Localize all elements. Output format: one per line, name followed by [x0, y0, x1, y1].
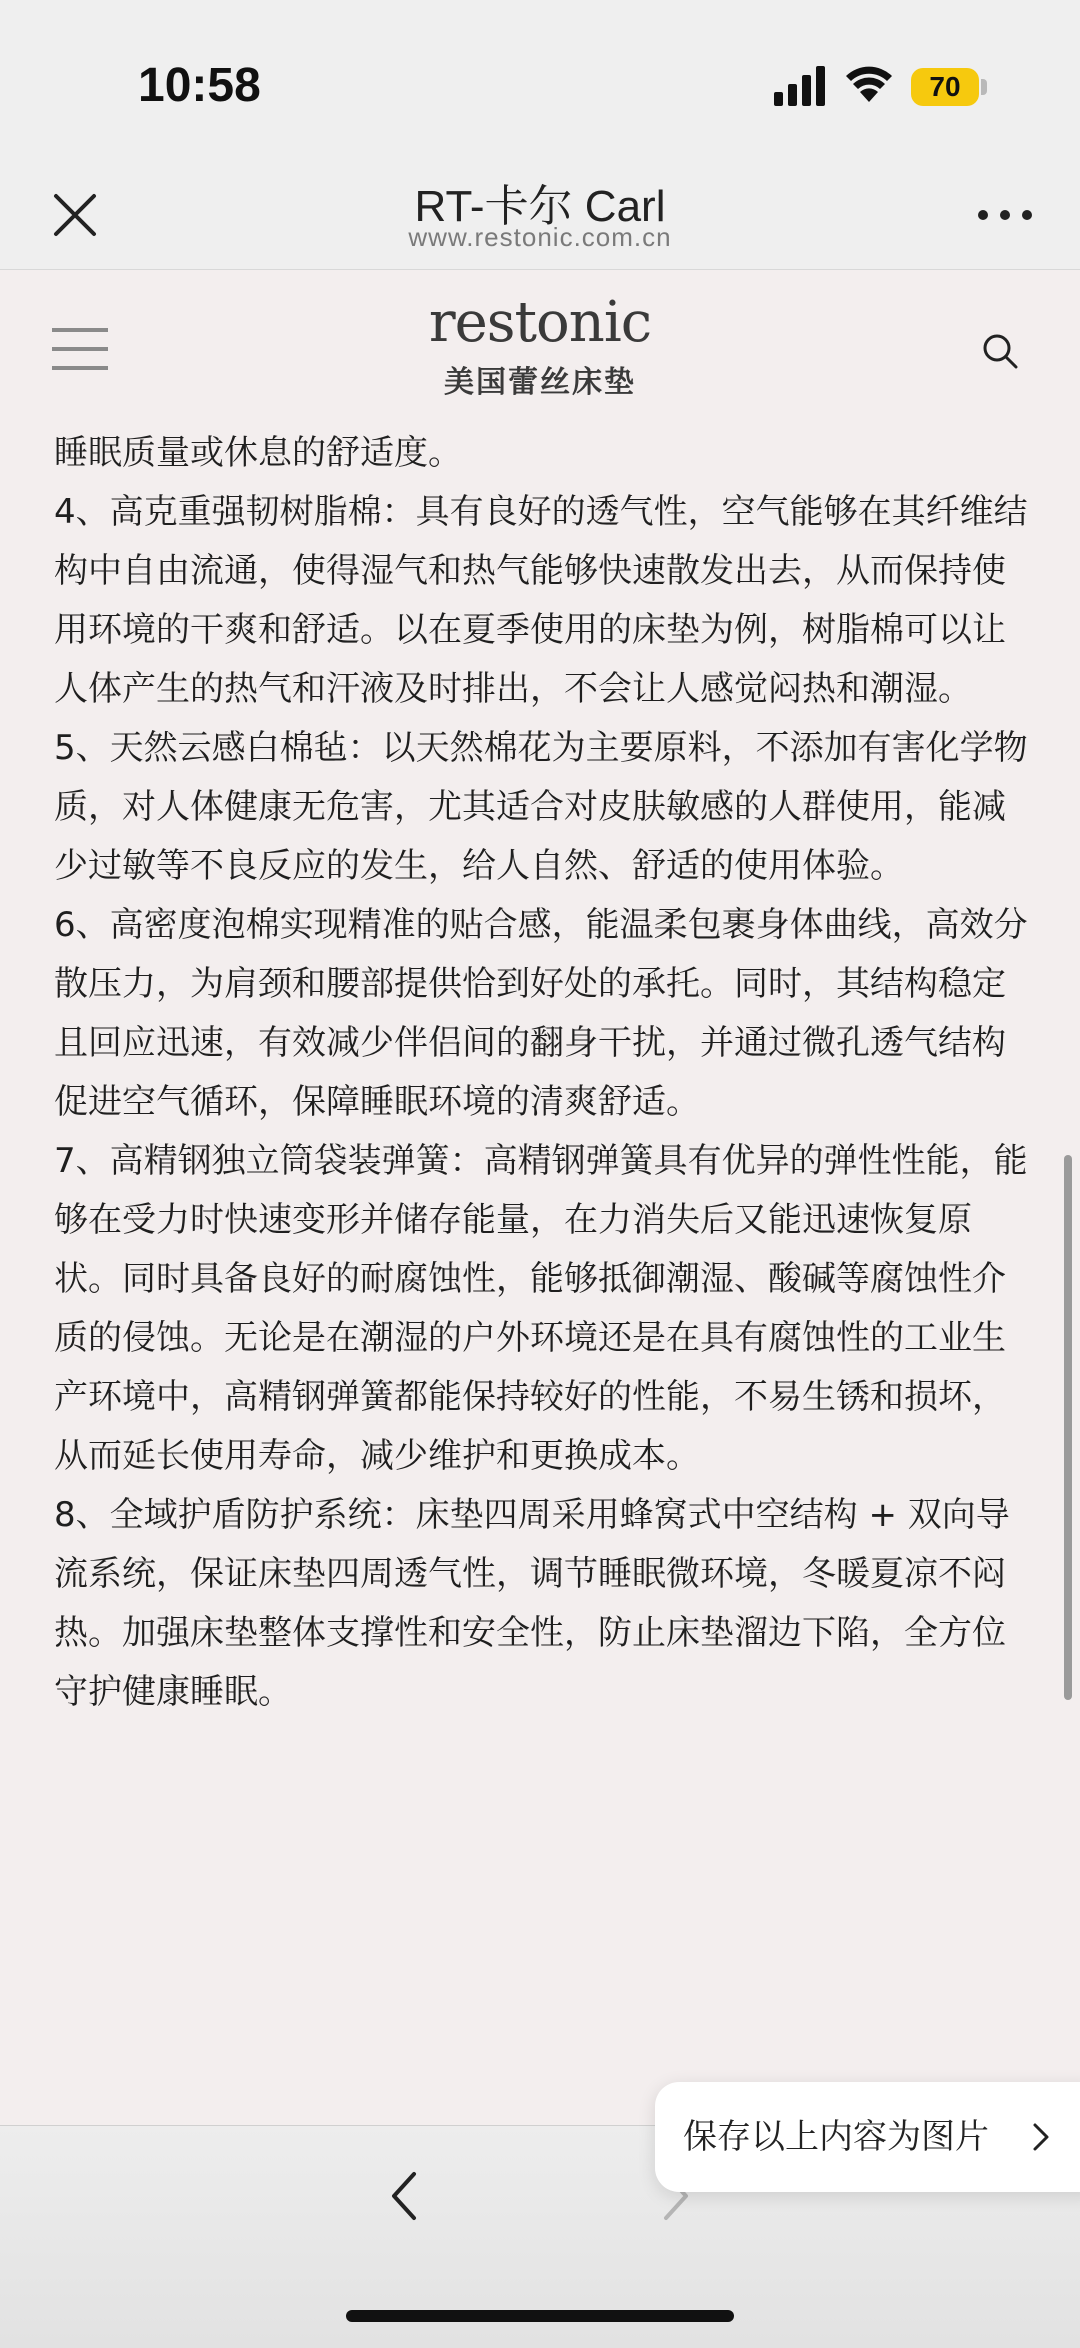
battery-icon: 70	[911, 68, 979, 106]
article-paragraph: 8、全域护盾防护系统：床垫四周采用蜂窝式中空结构 + 双向导流系统，保证床垫四周透气性，调节睡眠微环境，冬暖夏凉不闷热。加强床垫整体支撑性和安全性，防止床垫溜边下陷，全方位守护健康睡眠。	[54, 1495, 1010, 1712]
home-indicator[interactable]	[346, 2310, 734, 2322]
wifi-icon	[845, 62, 893, 104]
battery-tip	[981, 79, 987, 95]
search-icon[interactable]	[980, 331, 1020, 371]
article-paragraph: 4、高克重强韧树脂棉：具有良好的透气性，空气能够在其纤维结构中自由流通，使得湿气和热气能够快速散发出去，从而保持使用环境的干爽和舒适。以在夏季使用的床垫为例，树脂棉可以让人体产生的热气和汗液及时排出，不会让人感觉闷热和潮湿。	[54, 492, 1028, 709]
chevron-left-icon[interactable]	[380, 2166, 430, 2226]
logo-subtitle: 美国蕾丝床垫	[444, 365, 636, 400]
page-url: www.restonic.com.cn	[408, 222, 672, 252]
status-bar	[0, 0, 1080, 160]
article-paragraph: 5、天然云感白棉毡：以天然棉花为主要原料，不添加有害化学物质，对人体健康无危害，尤其适合对皮肤敏感的人群使用，能减少过敏等不良反应的发生，给人自然、舒适的使用体验。	[54, 728, 1028, 886]
article-paragraph: 7、高精钢独立筒袋装弹簧：高精钢弹簧具有优异的弹性性能，能够在受力时快速变形并储存能量，在力消失后又能迅速恢复原状。同时具备良好的耐腐蚀性，能够抵御潮湿、酸碱等腐蚀性介质的侵蚀。无论是在潮湿的户外环境还是在具有腐蚀性的工业生产环境中，高精钢弹簧都能保持较好的性能，不易生锈和损坏，从而延长使用寿命，减少维护和更换成本。	[54, 1141, 1028, 1476]
article-content	[54, 424, 1034, 1722]
chevron-right-icon	[1031, 2122, 1051, 2152]
page-title: RT-卡尔 Carl	[414, 182, 666, 231]
logo-wordmark: restonic	[428, 290, 652, 355]
article-paragraph: 6、高密度泡棉实现精准的贴合感，能温柔包裹身体曲线，高效分散压力，为肩颈和腰部提供恰到好处的承托。同时，其结构稳定且回应迅速，有效减少伴侣间的翻身干扰，并通过微孔透气结构促进空气循环，保障睡眠环境的清爽舒适。	[54, 905, 1028, 1122]
scrollbar[interactable]	[1064, 1155, 1072, 1700]
save-as-image-label: 保存以上内容为图片	[683, 2117, 989, 2157]
brand-logo[interactable]	[0, 291, 1080, 401]
save-as-image-button[interactable]	[655, 2082, 1080, 2192]
browser-nav-bar	[0, 160, 1080, 270]
more-icon[interactable]	[975, 200, 1035, 230]
cellular-signal-icon	[774, 66, 828, 106]
article-paragraph: 睡眠质量或休息的舒适度。	[54, 433, 462, 473]
site-header	[0, 271, 1080, 421]
status-time: 10:58	[138, 59, 261, 112]
